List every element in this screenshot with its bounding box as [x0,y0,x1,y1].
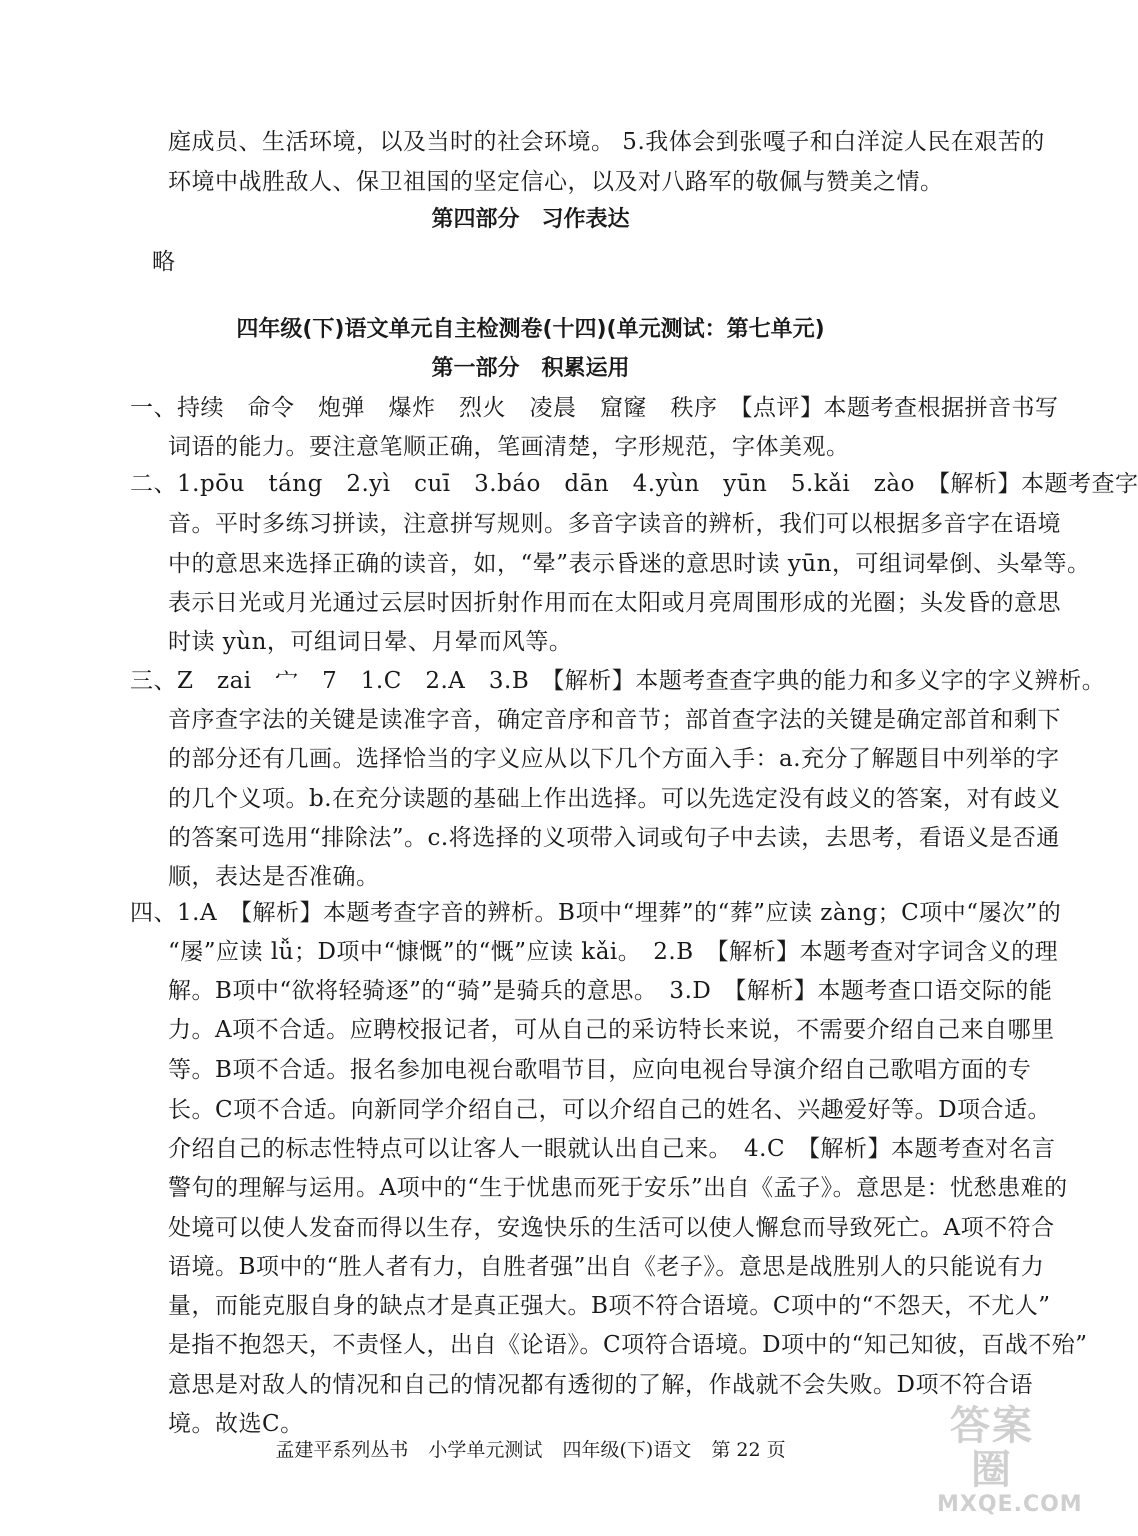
text-line: 环境中战胜敌人、保卫祖国的坚定信心，以及对八路军的敬佩与赞美之情。 [168,169,944,195]
footer-grade: 四年级(下)语文 [562,1439,692,1461]
text-line: “屡”应读 lǚ；D项中“慷慨”的“慨”应读 kǎi。 2.B 【解析】本题考查对字词含义的理 [168,939,1059,965]
text-line: 表示日光或月光通过云层时因折射作用而在太阳或月亮周围形成的光圈；头发昏的意思 [168,590,1061,616]
page-footer [0,1436,1061,1464]
text-line: 介绍自己的标志性特点可以让客人一眼就认出自己来。 4.C 【解析】本题考查对名言 [168,1136,1056,1162]
text-line: 的答案可选用“排除法”。c.将选择的义项带入词或句子中去读，去思考，看语义是否通 [168,825,1060,851]
text-line: 音。平时多练习拼读，注意拼写规则。多音字读音的辨析，我们可以根据多音字在语境 [168,511,1061,537]
watermark-url: MXQE.COM [937,1492,1083,1517]
text-line: 四、1.A 【解析】本题考查字音的辨析。B项中“埋葬”的“葬”应读 zàng；C项中“屡次”的 [130,900,1062,926]
text-line: 意思是对敌人的情况和自己的情况都有透彻的了解，作战就不会失败。D项不符合语 [168,1372,1033,1398]
page-number: 第 22 页 [711,1439,786,1461]
footer-book: 小学单元测试 [428,1439,543,1461]
text-line: 音序查字法的关键是读准字音，确定音序和音节；部首查字法的关键是确定部首和剩下 [168,707,1061,733]
section-heading-part4 [0,204,1061,236]
text-line: 三、Z zai 宀 7 1.C 2.A 3.B 【解析】本题考查查字典的能力和多义字的字义辨析。 [130,668,1106,694]
watermark-logo [937,1403,1083,1518]
section-heading-part1 [0,353,1061,385]
text-line: 中的意思来选择正确的读音，如，“晕”表示昏迷的意思时读 yūn，可组词晕倒、头晕等。 [168,551,1091,577]
text-line: 长。C项不合适。向新同学介绍自己，可以介绍自己的姓名、兴趣爱好等。D项合适。 [168,1097,1052,1123]
heading-title: 习作表达 [541,207,630,232]
text-line: 庭成员、生活环境，以及当时的社会环境。 5.我体会到张嘎子和白洋淀人民在艰苦的 [168,129,1045,155]
text-line: 是指不抱怨天，不责怪人，出自《论语》。C项符合语境。D项中的“知己知彼，百战不殆” [168,1332,1088,1358]
text-line: 顺，表达是否准确。 [168,864,380,890]
footer-series: 孟建平系列丛书 [275,1439,409,1461]
text-line: 力。A项不合适。应聘校报记者，可从自己的采访特长来说，不需要介绍自己来自哪里 [168,1017,1055,1043]
text-line: 时读 yùn，可组词日晕、月晕而风等。 [168,629,573,655]
text-line: 二、1.pōu táng 2.yì cuī 3.báo dān 4.yùn yūn 5.kǎi zào 【解析】本题考查字 [130,471,1138,497]
text-line: 警句的理解与运用。A项中的“生于忧患而死于安乐”出自《孟子》。意思是：忧愁患难的 [168,1175,1068,1201]
heading-title: 积累运用 [541,356,630,381]
heading-label: 第一部分 [431,356,520,381]
text-line: 处境可以使人发奋而得以生存，安逸快乐的生活可以使人懈怠而导致死亡。A项不符合 [168,1215,1055,1241]
test-title: 四年级(下)语文单元自主检测卷(十四)(单元测试：第七单元) [236,317,825,342]
text-line: 词语的能力。要注意笔顺正确，笔画清楚，字形规范，字体美观。 [168,434,850,460]
text-line: 的部分还有几画。选择恰当的字义应从以下几个方面入手：a.充分了解题目中列举的字 [168,746,1060,772]
text-line: 语境。B项中的“胜人者有力，自胜者强”出自《老子》。意思是战胜别人的只能说有力 [168,1254,1045,1280]
heading-label: 第四部分 [431,207,520,232]
text-line: 量，而能克服自身的缺点才是真正强大。B项不符合语境。C项中的“不怨天，不尤人” [168,1293,1051,1319]
text-line: 等。B项不合适。报名参加电视台歌唱节目，应向电视台导演介绍自己歌唱方面的专 [168,1057,1032,1083]
text-line: 一、持续 命令 炮弹 爆炸 烈火 凌晨 窟窿 秩序 【点评】本题考查根据拼音书写 [130,395,1059,421]
text-line: 略 [152,249,176,275]
watermark-logo-text: 答案圈 [950,1403,1034,1493]
text-line: 的几个义项。b.在充分读题的基础上作出选择。可以先选定没有歧义的答案，对有歧义 [168,786,1061,812]
text-line: 境。故选C。 [168,1411,304,1437]
text-line: 解。B项中“欲将轻骑逐”的“骑”是骑兵的意思。 3.D 【解析】本题考查口语交际的能 [168,978,1053,1004]
